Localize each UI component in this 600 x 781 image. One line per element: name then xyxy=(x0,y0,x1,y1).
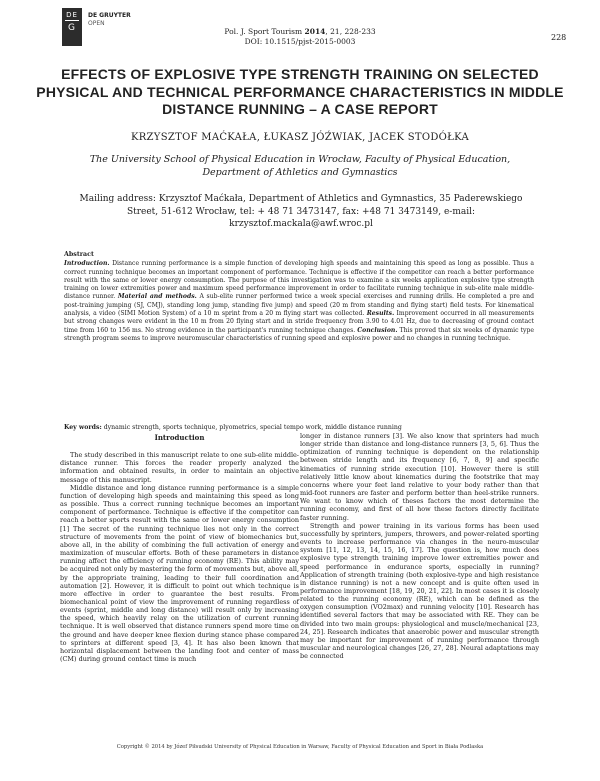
body-paragraph: The study described in this manuscript relate to one sub-elite middle-distance runner. This forces the reader properly analyzed the information and obtained results, in order to maintain an objective message of this manuscript. xyxy=(60,451,299,484)
keywords-label: Key words: xyxy=(64,424,102,431)
abstract-methods-label: Material and methods. xyxy=(117,293,197,301)
body-paragraph: Middle distance and long distance running performance is a simple function of developing high speeds and maintaining this speed as long as possible. Thus a correct running technique becomes an important component of performance. Technique is effective if the competitor can reach a better sports result with the same or lower energy consumption [1] The secret of the running technique lies not only in the correct structure of movements from the point of view of biomechanics but, above all, in the ability of combining the full activation of energy and maximization of muscular efforts. Both of these parameters in distance running affect the efficiency of running economy (RE). This ability may be acquired not only by mastering the form of movements but, above all, by the appropriate training, leading to their full coordination and automation [2]. However, it is difficult to point out which technique is more effective in order to guarantee the best results. From biomechanical point of view the improvement of running regardless of events (sprint, middle and long distance) will result only by increasing the speed, which heavily relay on the utilization of current running technique. It is well observed that distance runners spend more time on the ground and have deeper knee flexion during stance phase compared to sprinters at different speed [3, 4]. It has also been known that horizontal displacement between the landing foot and center of mass (CM) during ground contact time is much xyxy=(60,483,299,664)
mailing-address: Mailing address: Krzysztof Maćkała, Department of Athletics and Gymnastics, 35 Paderewskiego Street, 51-612 Wrocław, tel: + 48 71 3473147, fax: +48 71 3473149, e-mail: krzysztof.mackala@awf.wroc.pl xyxy=(79,194,523,229)
journal-doi: DOI: 10.1515/pjst-2015-0003 xyxy=(244,37,356,46)
logo-mark-top: DE xyxy=(66,11,78,19)
copyright-footer: Copyright © 2014 by Józef Piłsudski University of Physical Education in Warsaw, Faculty of Physical Education and Sport in Biała Podlaska xyxy=(116,744,484,750)
keywords xyxy=(64,424,534,432)
body-paragraph: Strength and power training in its various forms has been used successfully by sprinters, jumpers, throwers, and power-related sporting events to increase performance via changes in the neuro-muscular system [11, 12, 13, 14, 15, 16, 17]. The question is, how much does explosive type strength training improve lower extremities power and speed performance in endurance sports, especially in running? Application of strength training (both explosive-type and high resistance in distance running) is not a new concept and is quite often used in performance improvement [18, 19, 20, 21, 22]. In most cases it is closely related to the running economy (RE), which can be defined as the oxygen consumption (VO2max) and running velocity [10]. Research has identified several factors that may be associated with RE. They can be divided into two main groups: physiological and muscle/mechanical [23, 24, 25]. Research indicates that anaerobic power and muscular strength may be important for improvement of running performance through muscular and neurological changes [26, 27, 28]. Neural adaptations may be connected xyxy=(300,521,539,661)
abstract xyxy=(64,251,534,343)
article-title: EFFECTS OF EXPLOSIVE TYPE STRENGTH TRAINING ON SELECTED PHYSICAL AND TECHNICAL PERFORMANCE CHARACTERISTICS IN MIDDLE DISTANCE RUNNING – A CASE REPORT xyxy=(36,66,564,117)
page-number: 228 xyxy=(551,33,567,42)
body-column-left xyxy=(60,434,299,663)
abstract-results-text: Improvement occurred in all measurements but strong changes were evident in the 10 m from 20 flying start and in stride frequency from 3.90 to 4.01 Hz, due to decreasing of ground contact time from 160 to 156 ms. No strong evidence in the participant's running technique changes. xyxy=(64,310,534,334)
abstract-methods-text: A sub-elite runner performed twice a week special exercises and running drills. He completed a pre and post-training jumping (SJ, CMJ), standing long jump, standing five jump) and speed (20 m from standing and flying start) field tests. For kinematical analysis, a video (SIMI Motion System) of a 10 m sprint from a 20 m flying start was collected. xyxy=(64,293,535,318)
publisher-name: DE GRUYTER xyxy=(88,12,131,19)
journal-year: 2014 xyxy=(304,27,326,36)
abstract-results-label: Results. xyxy=(366,310,395,318)
article-authors: KRZYSZTOF MAĆKAŁA, ŁUKASZ JÓŹWIAK, JACEK STODÓŁKA xyxy=(130,132,470,143)
body-column-right xyxy=(300,432,539,660)
publisher-logo-text xyxy=(88,12,131,28)
abstract-intro-text: Distance running performance is a simple function of developing high speeds and maintaining this speed as long as possible. Thus a correct running technique becomes an important component of performance. Technique is effective if the competitor can reach a better performance result with the same or lower energy consumption. The purpose of this investigation was to examine a six weeks application explosive type strength training on lower extremities power and maximum speed performance improvement in order to facilitate running technique in sub-elite male middle-distance runner. xyxy=(64,260,534,301)
keywords-text: dynamic strength, sports technique, plyometrics, special tempo work, middle distance running xyxy=(101,424,402,431)
body-paragraph: longer in distance runners [3]. We also know that sprinters had much longer stride than distance and long-distance runners [3, 5, 6]. Thus the optimization of running technique is dependent on the relationship between stride length and its frequency [6, 7, 8, 9] and specific kinematics of running stride execution [10]. However there is still relatively little know about kinematics during the footstrike that may concerns where your feet land relative to your body rather than that mid-foot runners are faster and perform better than heel-strike runners. We want to know which of theses factors the most determine the running economy, and first of all how these factors directly facilitate faster running. xyxy=(300,432,539,522)
abstract-conclusion-text: This proved that six weeks of dynamic type strength program seems to improve neuromuscular characteristics of running speed and explosive power and no changes in running technique. xyxy=(64,326,534,342)
publisher-logo-mark xyxy=(62,8,82,46)
abstract-intro-label: Introduction. xyxy=(64,260,110,268)
article-affiliation: The University School of Physical Education in Wrocław, Faculty of Physical Education, Department of Athletics and Gymnastics xyxy=(89,154,511,178)
logo-mark-bottom: G xyxy=(65,20,79,33)
abstract-conclusion-label: Conclusion. xyxy=(357,326,398,334)
section-title-introduction: Introduction xyxy=(154,433,205,442)
publisher-sub: OPEN xyxy=(88,20,105,27)
journal-details: , 21, 228-233 xyxy=(325,27,376,36)
journal-header xyxy=(220,27,380,47)
journal-name: Pol. J. Sport Tourism xyxy=(224,27,303,36)
abstract-heading: Abstract xyxy=(64,251,94,258)
